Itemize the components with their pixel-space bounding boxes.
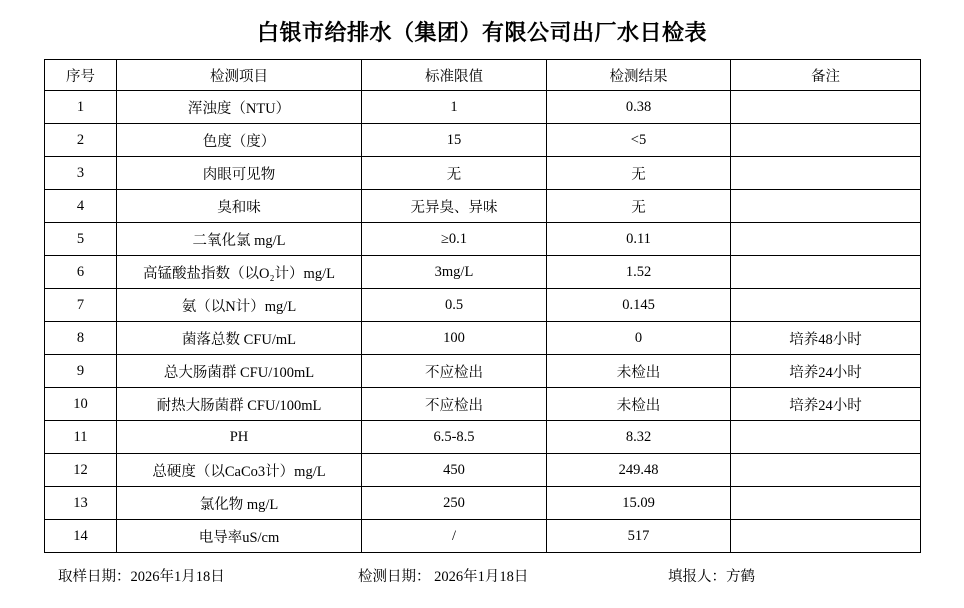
sample-date-label: 取样日期：2026年1月18日 xyxy=(58,569,225,585)
cell-item: PH xyxy=(117,421,362,454)
cell-item: 菌落总数 CFU/mL xyxy=(117,322,362,355)
cell-limit: 100 xyxy=(362,322,547,355)
cell-limit: 无异臭、异味 xyxy=(362,190,547,223)
cell-limit: 1 xyxy=(362,91,547,124)
cell-result: 249.48 xyxy=(547,454,731,487)
cell-no: 8 xyxy=(45,322,117,355)
cell-result: 0.38 xyxy=(547,91,731,124)
cell-no: 4 xyxy=(45,190,117,223)
table-container xyxy=(0,59,964,553)
cell-no: 6 xyxy=(45,256,117,289)
cell-no: 1 xyxy=(45,91,117,124)
cell-item: 二氧化氯 mg/L xyxy=(117,223,362,256)
table-row xyxy=(45,322,921,355)
cell-no: 11 xyxy=(45,421,117,454)
cell-note: 培养24小时 xyxy=(731,355,921,388)
cell-note xyxy=(731,454,921,487)
cell-limit: 不应检出 xyxy=(362,355,547,388)
test-date-label: 检测日期： 2026年1月18日 xyxy=(358,569,529,585)
cell-result: 15.09 xyxy=(547,487,731,520)
cell-limit: 不应检出 xyxy=(362,388,547,421)
cell-limit: 0.5 xyxy=(362,289,547,322)
cell-result: 0.145 xyxy=(547,289,731,322)
cell-item: 肉眼可见物 xyxy=(117,157,362,190)
table-header xyxy=(45,60,921,91)
cell-no: 14 xyxy=(45,520,117,553)
cell-note xyxy=(731,421,921,454)
table-row xyxy=(45,190,921,223)
cell-limit: ≥0.1 xyxy=(362,223,547,256)
cell-item: 氯化物 mg/L xyxy=(117,487,362,520)
cell-item: 氨（以N计）mg/L xyxy=(117,289,362,322)
table-row xyxy=(45,454,921,487)
cell-note xyxy=(731,289,921,322)
cell-note xyxy=(731,124,921,157)
column-header-item: 检测项目 xyxy=(117,60,362,91)
cell-limit: 无 xyxy=(362,157,547,190)
cell-note: 培养24小时 xyxy=(731,388,921,421)
table-row xyxy=(45,520,921,553)
column-header-limit: 标准限值 xyxy=(362,60,547,91)
cell-item: 总大肠菌群 CFU/100mL xyxy=(117,355,362,388)
cell-limit: 250 xyxy=(362,487,547,520)
cell-limit: 15 xyxy=(362,124,547,157)
cell-result: 1.52 xyxy=(547,256,731,289)
table-row xyxy=(45,256,921,289)
column-header-no: 序号 xyxy=(45,60,117,91)
column-header-result: 检测结果 xyxy=(547,60,731,91)
cell-no: 10 xyxy=(45,388,117,421)
cell-no: 12 xyxy=(45,454,117,487)
table-row xyxy=(45,289,921,322)
cell-item: 色度（度） xyxy=(117,124,362,157)
cell-result: 未检出 xyxy=(547,388,731,421)
cell-limit: 450 xyxy=(362,454,547,487)
cell-result: 无 xyxy=(547,190,731,223)
cell-note xyxy=(731,190,921,223)
cell-note xyxy=(731,223,921,256)
column-header-note: 备注 xyxy=(731,60,921,91)
cell-no: 9 xyxy=(45,355,117,388)
cell-result: 0 xyxy=(547,322,731,355)
cell-note xyxy=(731,157,921,190)
table-header-row xyxy=(45,60,921,91)
cell-result: <5 xyxy=(547,124,731,157)
water-quality-table xyxy=(44,59,921,553)
cell-result: 8.32 xyxy=(547,421,731,454)
table-row xyxy=(45,124,921,157)
cell-no: 5 xyxy=(45,223,117,256)
cell-note: 培养48小时 xyxy=(731,322,921,355)
cell-note xyxy=(731,520,921,553)
cell-item: 总硬度（以CaCo3计）mg/L xyxy=(117,454,362,487)
table-row xyxy=(45,157,921,190)
table-body xyxy=(45,91,921,553)
cell-result: 517 xyxy=(547,520,731,553)
cell-note xyxy=(731,487,921,520)
cell-no: 7 xyxy=(45,289,117,322)
cell-note xyxy=(731,256,921,289)
footer-row xyxy=(0,553,964,586)
reporter-label: 填报人：方鹤 xyxy=(668,569,755,585)
table-row xyxy=(45,487,921,520)
cell-item: 浑浊度（NTU） xyxy=(117,91,362,124)
cell-item: 高锰酸盐指数（以O₂计）mg/L xyxy=(117,256,362,289)
cell-item: 耐热大肠菌群 CFU/100mL xyxy=(117,388,362,421)
cell-result: 未检出 xyxy=(547,355,731,388)
cell-item: 电导率uS/cm xyxy=(117,520,362,553)
table-row xyxy=(45,355,921,388)
table-row xyxy=(45,421,921,454)
cell-no: 2 xyxy=(45,124,117,157)
cell-limit: 3mg/L xyxy=(362,256,547,289)
cell-no: 13 xyxy=(45,487,117,520)
cell-result: 无 xyxy=(547,157,731,190)
cell-item: 臭和味 xyxy=(117,190,362,223)
table-row xyxy=(45,223,921,256)
cell-limit: 6.5-8.5 xyxy=(362,421,547,454)
cell-no: 3 xyxy=(45,157,117,190)
cell-limit: / xyxy=(362,520,547,553)
page-title: 白银市给排水（集团）有限公司出厂水日检表 xyxy=(256,20,707,45)
cell-result: 0.11 xyxy=(547,223,731,256)
table-row xyxy=(45,91,921,124)
table-row xyxy=(45,388,921,421)
cell-note xyxy=(731,91,921,124)
